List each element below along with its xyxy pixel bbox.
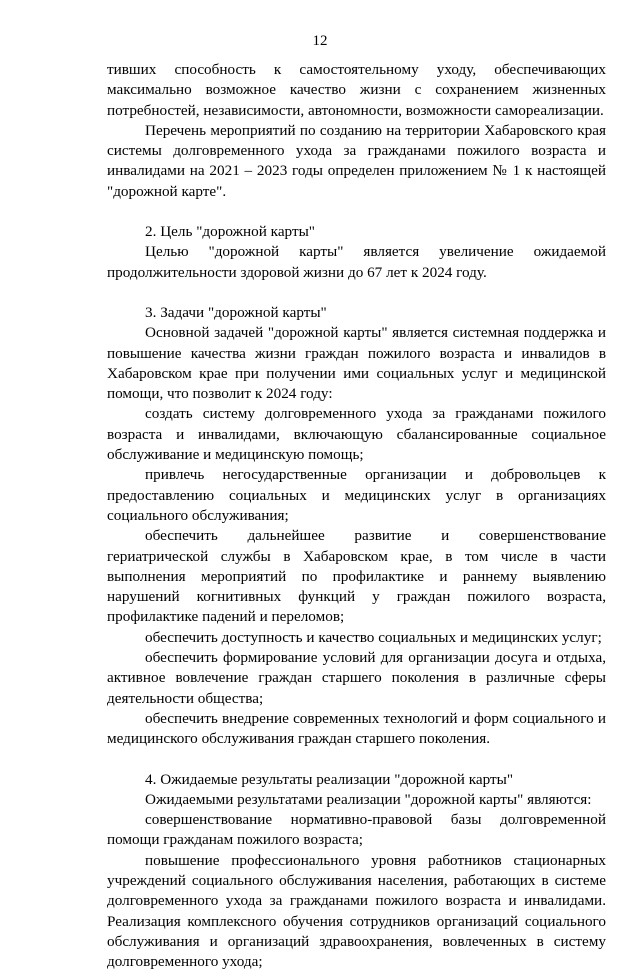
task-item: создать систему долговременного ухода за гражданами пожилого возраста и инвалидами, включающую сбалансированные социальное обслуживание и медицинскую помощь;: [107, 405, 606, 464]
document-body: [107, 60, 606, 972]
task-item: привлечь негосударственные организации и добровольцев к предоставлению социальных и медицинских услуг в организациях социального обслуживания;: [107, 466, 606, 524]
section-heading-results: 4. Ожидаемые результаты реализации "дорожной карты": [145, 770, 514, 788]
task-item: обеспечить доступность и качество социальных и медицинских услуг;: [145, 628, 602, 646]
paragraph-results-intro: Ожидаемыми результатами реализации "дорожной карты" являются:: [145, 790, 592, 808]
paragraph-continuation: тивших способность к самостоятельному уходу, обеспечивающих максимально возможное качество жизни с сохранением жизненных потребностей, независимости, автономности, возможности самореализации.: [107, 61, 606, 119]
page-number: 12: [312, 33, 328, 49]
paragraph-main-task: Основной задачей "дорожной карты" является системная поддержка и повышение качества жизни граждан пожилого возраста и инвалидов в Хабаровском крае при получении ими социальных услуг и медицинской помощи, что позволит к 2024 году:: [107, 324, 606, 403]
task-item: обеспечить дальнейшее развитие и совершенствование гериатрической службы в Хабаровском крае, в том числе в части выполнения мероприятий по профилактике и раннему выявлению нарушений когнитивных функций у граждан пожилого возраста, профилактике падений и переломов;: [107, 527, 606, 626]
result-item: повышение профессионального уровня работников стационарных учреждений социального обслуживания населения, работающих в системе долговременного ухода за гражданами пожилого возраста и инвалидами. Реализация комплексного обучения сотрудников организаций социального обслуживания и организаций здравоохранения, вовлеченных в систему долговременного ухода;: [107, 851, 606, 971]
paragraph-activities-list: Перечень мероприятий по созданию на территории Хабаровского края системы долговременного ухода за гражданами пожилого возраста и инвалидами на 2021 – 2023 годы определен приложением № 1 к настоящей "дорожной карте".: [107, 121, 606, 200]
section-heading-tasks: 3. Задачи "дорожной карты": [145, 303, 327, 321]
task-item: обеспечить внедрение современных технологий и форм социального и медицинского обслуживания граждан старшего поколения.: [107, 709, 606, 748]
paragraph-goal: Целью "дорожной карты" является увеличение ожидаемой продолжительности здоровой жизни до 67 лет к 2024 году.: [107, 243, 606, 281]
result-item: совершенствование нормативно-правовой базы долговременной помощи гражданам пожилого возраста;: [107, 811, 606, 849]
task-item: обеспечить формирование условий для организации досуга и отдыха, активное вовлечение граждан старшего поколения в различные сферы деятельности общества;: [107, 649, 606, 707]
section-heading-goal: 2. Цель "дорожной карты": [145, 223, 315, 241]
